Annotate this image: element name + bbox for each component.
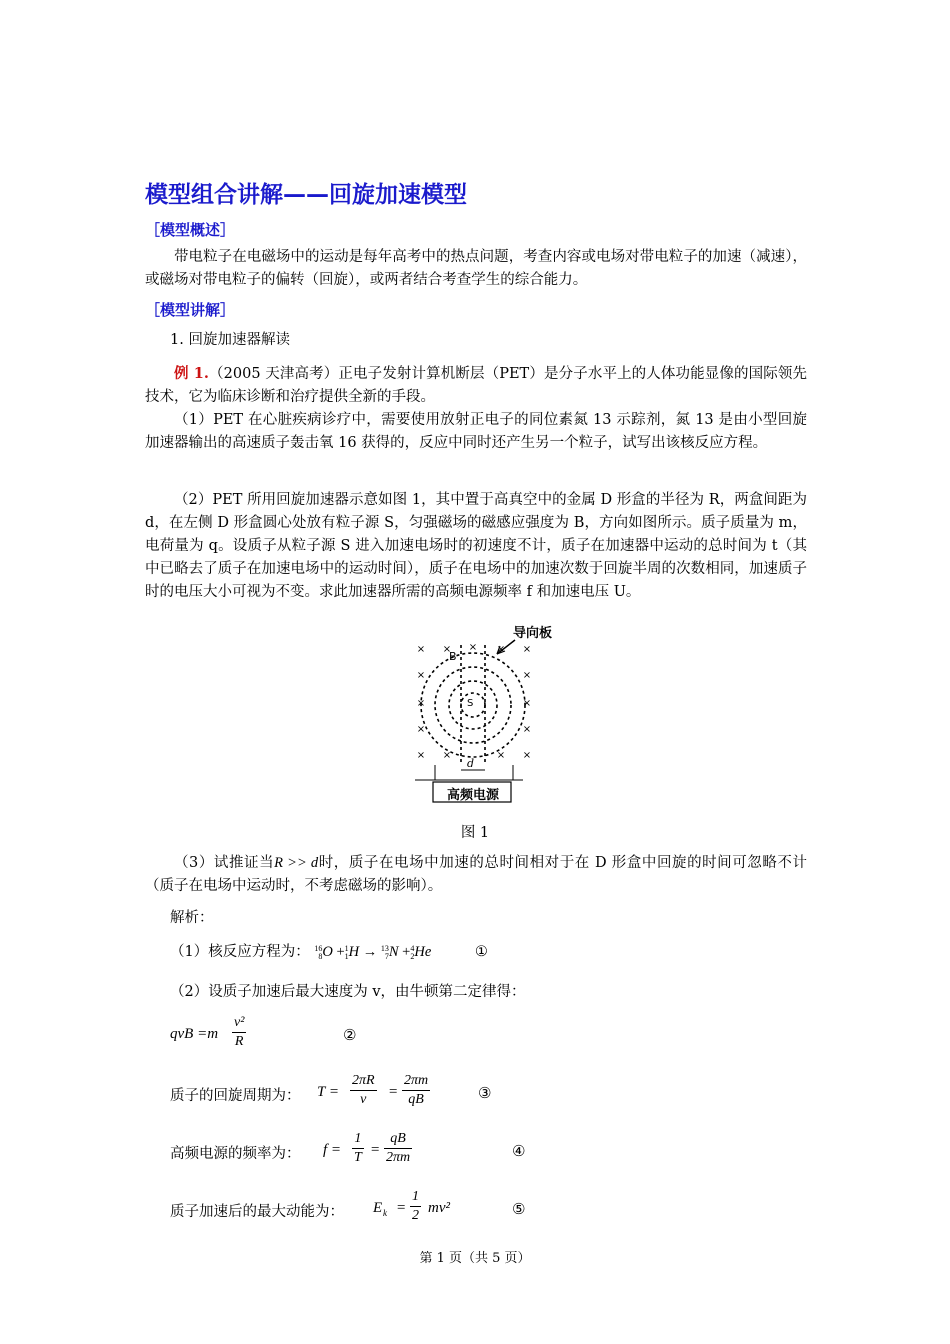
- n-z: 7: [384, 951, 389, 961]
- equation-5-rhs: mv²: [428, 1200, 450, 1216]
- equation-number-4: ④: [512, 1142, 526, 1160]
- equation-4-fraction-1: [352, 1130, 364, 1167]
- equation-3-label: 质子的回旋周期为：: [170, 1088, 301, 1104]
- solution-step-2: （2）设质子加速后最大速度为 v，由牛顿第二定律得：: [170, 984, 526, 1000]
- cyclotron-figure: [405, 620, 555, 808]
- equation-4-fraction-2: [384, 1130, 412, 1167]
- arrow: →: [362, 944, 378, 960]
- o-symbol: O: [322, 944, 333, 960]
- question-3-math: R >> d: [274, 855, 319, 871]
- equation-4-equals: =: [370, 1142, 381, 1158]
- svg-text:×: ×: [522, 750, 532, 761]
- example-intro-text: （2005 天津高考）正电子发射计算机断层（PET）是分子水平上的人体功能显像的国际领先技术，它为临床诊断和治疗提供全新的手段。: [145, 366, 807, 405]
- n-mass: 13: [380, 943, 389, 953]
- section-overview-label: ［模型概述］: [145, 221, 236, 239]
- he-mass: 4: [410, 943, 415, 953]
- question-2: [145, 489, 807, 604]
- o-z: 8: [318, 951, 323, 961]
- equation-5: [170, 1188, 550, 1234]
- example-label: 例 1.: [174, 365, 209, 382]
- equation-3-den-2: qB: [408, 1092, 424, 1107]
- solution-heading: 解析：: [170, 910, 214, 926]
- plus-2: +: [402, 944, 411, 960]
- svg-text:×: ×: [468, 642, 478, 653]
- question-3-pre: （3）试推证当: [174, 855, 275, 871]
- equation-number-3: ③: [478, 1084, 492, 1102]
- equation-number-2: ②: [343, 1026, 357, 1044]
- source-s-label: S: [467, 698, 474, 709]
- gap-d-label: d: [467, 757, 475, 770]
- svg-text:×: ×: [416, 670, 426, 681]
- equation-3-fraction-1: [350, 1072, 377, 1109]
- svg-text:×: ×: [416, 750, 426, 761]
- equation-3-lhs: T =: [317, 1084, 339, 1100]
- svg-text:×: ×: [496, 644, 506, 655]
- subheading: 1. 回旋加速器解读: [170, 332, 290, 348]
- svg-text:×: ×: [416, 644, 426, 655]
- equation-4-label: 高频电源的频率为：: [170, 1146, 301, 1162]
- h-z: 1: [344, 951, 349, 961]
- svg-text:×: ×: [522, 644, 532, 655]
- equation-5-label: 质子加速后的最大动能为：: [170, 1204, 344, 1220]
- equation-number-5: ⑤: [512, 1200, 526, 1218]
- equation-number-1: ①: [474, 944, 488, 960]
- equation-3-equals: =: [388, 1084, 399, 1100]
- he-z: 2: [410, 951, 415, 961]
- equation-3-den-1: v: [360, 1092, 367, 1107]
- h-symbol: H: [348, 944, 360, 960]
- svg-text:×: ×: [496, 750, 506, 761]
- overview-text: 带电粒子在电磁场中的运动是每年高考中的热点问题，考查内容或电场对带电粒子的加速（减速），或磁场对带电粒子的偏转（回旋），或两者结合考查学生的综合能力。: [145, 249, 807, 288]
- equation-3-num-2: 2πm: [402, 1072, 430, 1091]
- o-mass: 16: [314, 943, 323, 953]
- equation-5-subscript: k: [383, 1208, 387, 1218]
- equation-4-den-1: T: [354, 1150, 362, 1165]
- guide-plate-label: 导向板: [513, 626, 553, 641]
- equation-5-lhs: E: [373, 1200, 383, 1216]
- plus-1: +: [336, 944, 345, 960]
- n-symbol: N: [388, 944, 399, 960]
- question-3: [145, 852, 807, 898]
- equation-4-lhs: f =: [323, 1142, 342, 1158]
- equation-5-fraction: [410, 1188, 421, 1225]
- question-3-post: 时，质子在电场中加速的总时间相对于在 D 形盒中回旋的时间可忽略不计（质子在电场中运动时，不考虑磁场的影响）。: [145, 855, 807, 894]
- svg-text:×: ×: [416, 724, 426, 735]
- equation-4-num-1: 1: [352, 1130, 364, 1149]
- equation-2-den: R: [234, 1034, 244, 1049]
- nuclear-equation: [314, 944, 435, 960]
- question-1: [145, 409, 807, 455]
- page-footer: 第 1 页（共 5 页）: [419, 1251, 531, 1266]
- equation-2-num: v²: [232, 1014, 246, 1033]
- question-1-text: （1）PET 在心脏疾病诊疗中，需要使用放射正电子的同位素氮 13 示踪剂，氮 13 是由小型回旋加速器输出的高速质子轰击氧 16 获得的，反应中同时还产生另一个粒子，试写出该核反应方程。: [145, 412, 807, 451]
- solution-step-1-text: （1）核反应方程为：: [170, 944, 310, 960]
- equation-4-den-2: 2πm: [386, 1150, 411, 1165]
- example-intro: [145, 362, 807, 409]
- he-symbol: He: [414, 944, 432, 960]
- figure-caption: 图 1: [460, 825, 490, 841]
- h-mass: 1: [344, 943, 349, 953]
- equation-3-fraction-2: [402, 1072, 430, 1109]
- section-explain-label: ［模型讲解］: [145, 301, 236, 319]
- svg-text:×: ×: [522, 670, 532, 681]
- equation-5-num: 1: [410, 1188, 421, 1207]
- cyclotron-diagram: [405, 620, 555, 808]
- equation-3-num-1: 2πR: [350, 1072, 377, 1091]
- equation-5-equals: =: [396, 1200, 407, 1216]
- equation-2-lhs: qvB =m: [170, 1026, 219, 1042]
- svg-text:×: ×: [416, 698, 426, 709]
- question-2-text: （2）PET 所用回旋加速器示意如图 1，其中置于高真空中的金属 D 形盒的半径为 R，两盒间距为 d，在左侧 D 形盒圆心处放有粒子源 S，匀强磁场的磁感应强度为 B，方向如图所示。质子质量为 m，电荷量为 q。设质子从粒子源 S 进入加速电场时的初速度不计，质子在加速器中运动的总时间为 t（其中已略去了质子在加速电场中的运动时间），质子在电场中的加速次数于回旋半周的次数相同，加速质子时的电压大小可视为不变。求此加速器所需的高频电源频率 f 和加速电压 U。: [145, 492, 807, 600]
- page-title: 模型组合讲解——回旋加速模型: [145, 182, 467, 208]
- equation-3: [170, 1072, 530, 1118]
- svg-text:×: ×: [522, 724, 532, 735]
- svg-text:×: ×: [522, 698, 532, 709]
- equation-4: [170, 1130, 530, 1176]
- overview-paragraph: [145, 246, 807, 292]
- svg-text:×: ×: [442, 750, 452, 761]
- equation-5-den: 2: [412, 1208, 419, 1223]
- field-b-label: B: [449, 650, 457, 663]
- svg-text:×: ×: [442, 644, 452, 655]
- equation-2: [170, 1014, 470, 1060]
- equation-2-fraction: [232, 1014, 246, 1051]
- solution-step-1: [170, 941, 488, 964]
- equation-4-num-2: qB: [384, 1130, 412, 1149]
- power-supply-label: 高频电源: [446, 788, 499, 803]
